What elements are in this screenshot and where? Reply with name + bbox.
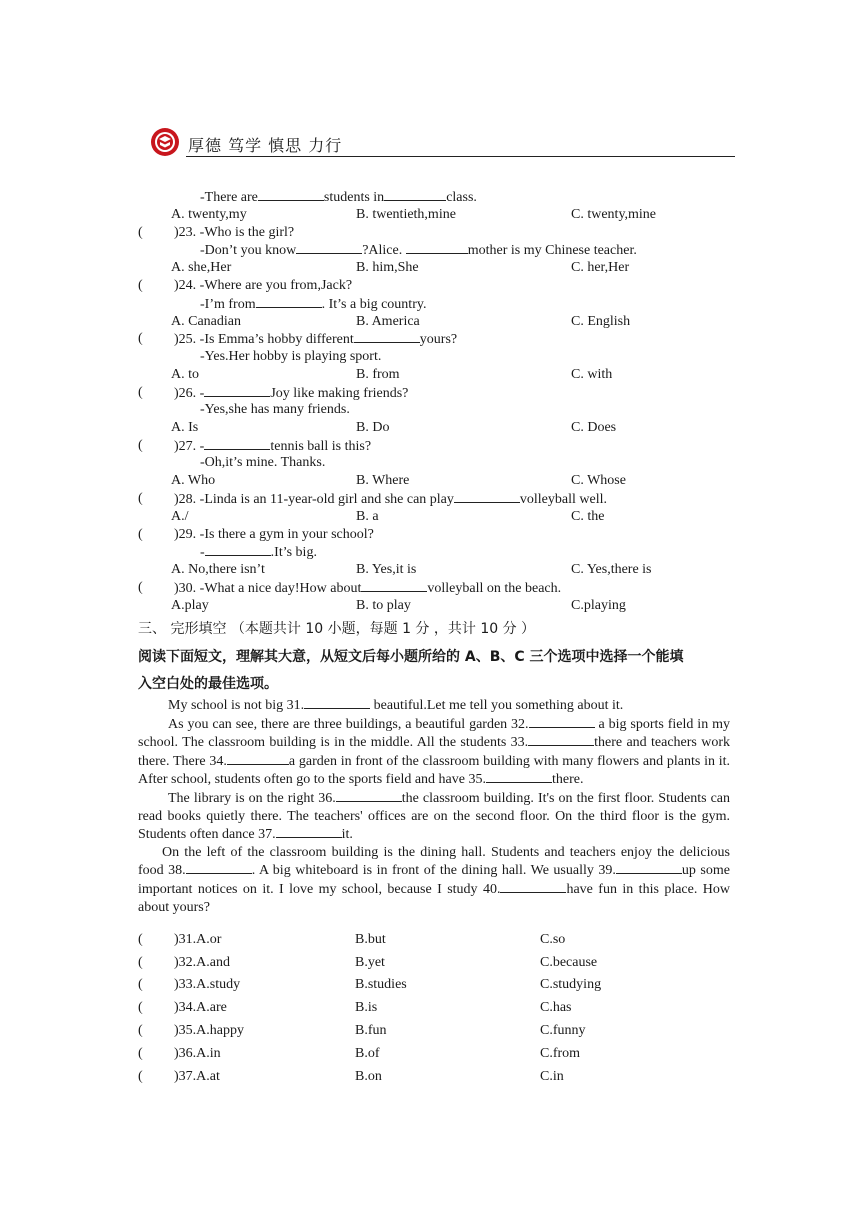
q27-question: )27. - tennis ball is this? — [174, 439, 372, 454]
q27-option-c: C. Whose — [571, 473, 626, 488]
section-instruction: 阅读下面短文，理解其大意，从短文后每小题所给的 A、B、C 三个选项中选择一个能填 — [138, 649, 684, 665]
answer-blank — [529, 715, 595, 728]
q29-question: )29. -Is there a gym in your school? — [174, 527, 374, 542]
q24-option-b: B. America — [356, 314, 420, 329]
header-rule — [186, 156, 735, 157]
q30-option-a: A.play — [171, 598, 209, 613]
passage-paragraph: The library is on the right 36. the classroom building. It's on the first floor. Students can read books quietly there. The teachers' offices are on the second floor. On the third floor is the gym. Students often dance 37. it. — [138, 790, 731, 843]
cloze-option-c: C.has — [540, 1000, 572, 1015]
answer-blank — [205, 543, 271, 556]
answer-paren: ( — [138, 932, 143, 947]
q25-option-a: A. to — [171, 367, 199, 382]
answer-blank — [336, 789, 402, 802]
q25-option-c: C. with — [571, 367, 613, 382]
answer-paren: ( — [138, 1000, 143, 1015]
q27-option-b: B. Where — [356, 473, 410, 488]
cloze-option-c: C.funny — [540, 1023, 586, 1038]
answer-blank — [227, 752, 289, 765]
q27-dialog: -Oh,it’s mine. Thanks. — [200, 455, 326, 470]
q30-option-b: B. to play — [356, 598, 411, 613]
answer-blank — [296, 241, 362, 254]
q24-dialog: -I’m from . It’s a big country. — [200, 297, 427, 312]
cloze-option-c: C.because — [540, 955, 598, 970]
q25-option-b: B. from — [356, 367, 400, 382]
q29-option-a: A. No,there isn’t — [171, 562, 265, 577]
answer-paren: ( — [138, 580, 143, 595]
q23-option-a: A. she,Her — [171, 260, 232, 275]
answer-paren: ( — [138, 491, 143, 506]
cloze-option-b: B.of — [355, 1046, 380, 1061]
page-header — [150, 127, 735, 161]
cloze-option-b: B.fun — [355, 1023, 387, 1038]
cloze-option-a: )34.A.are — [174, 1000, 227, 1015]
answer-blank — [258, 188, 324, 201]
section-title: 三、 完形填空 （本题共计 10 小题，每题 1 分 ，共计 10 分 ） — [138, 621, 536, 637]
q25-question: )25. -Is Emma’s hobby different yours? — [174, 332, 458, 347]
answer-blank — [256, 295, 322, 308]
answer-blank — [406, 241, 468, 254]
q22-option-c: C. twenty,mine — [571, 207, 657, 222]
answer-blank — [354, 330, 420, 343]
q26-option-b: B. Do — [356, 420, 390, 435]
cloze-option-c: C.so — [540, 932, 566, 947]
q22-dialog: -There are students in class. — [200, 190, 477, 205]
answer-blank — [528, 733, 594, 746]
answer-blank — [486, 770, 552, 783]
answer-blank — [304, 696, 370, 709]
answer-paren: ( — [138, 1069, 143, 1084]
cloze-option-a: )36.A.in — [174, 1046, 221, 1061]
cloze-option-c: C.in — [540, 1069, 564, 1084]
passage-paragraph: As you can see, there are three buildings, a beautiful garden 32. a big sports field in my school. The classroom building is in the middle. All the students 33. there and teachers work there. There 34. a garden in front of the classroom building with many flowers and plants in it. After school, students often go to the sports field and have 35. there. — [138, 716, 730, 788]
answer-blank — [204, 384, 270, 397]
q22-option-b: B. twentieth,mine — [356, 207, 456, 222]
q30-question: )30. -What a nice day!How about volleyball on the beach. — [174, 581, 562, 596]
cloze-passage — [138, 696, 730, 916]
answer-blank — [361, 579, 427, 592]
answer-blank — [616, 861, 682, 874]
answer-paren: ( — [138, 1046, 143, 1061]
q23-dialog: -Don’t you know ?Alice. mother is my Chinese teacher. — [200, 243, 637, 258]
cloze-option-c: C.from — [540, 1046, 581, 1061]
answer-paren: ( — [138, 1023, 143, 1038]
q24-question: )24. -Where are you from,Jack? — [174, 278, 353, 293]
cloze-option-b: B.but — [355, 932, 386, 947]
answer-blank — [500, 880, 566, 893]
answer-paren: ( — [138, 527, 143, 542]
cloze-option-b: B.on — [355, 1069, 382, 1084]
cloze-option-a: )35.A.happy — [174, 1023, 244, 1038]
answer-paren: ( — [138, 225, 143, 240]
q24-option-c: C. English — [571, 314, 631, 329]
answer-blank — [204, 437, 270, 450]
q28-option-b: B. a — [356, 509, 379, 524]
q27-option-a: A. Who — [171, 473, 216, 488]
q29-option-c: C. Yes,there is — [571, 562, 652, 577]
q28-option-a: A./ — [171, 509, 189, 524]
q23-option-b: B. him,She — [356, 260, 419, 275]
q26-option-c: C. Does — [571, 420, 617, 435]
answer-blank — [186, 861, 252, 874]
cloze-option-a: )32.A.and — [174, 955, 230, 970]
q28-option-c: C. the — [571, 509, 605, 524]
cloze-option-a: )33.A.study — [174, 977, 241, 992]
q26-question: )26. - Joy like making friends? — [174, 386, 409, 401]
q23-option-c: C. her,Her — [571, 260, 630, 275]
q26-option-a: A. Is — [171, 420, 199, 435]
q29-dialog: - .It’s big. — [200, 545, 317, 560]
q26-dialog: -Yes,she has many friends. — [200, 402, 350, 417]
passage-paragraph: My school is not big 31. beautiful.Let me tell you something about it. — [168, 698, 624, 713]
q29-option-b: B. Yes,it is — [356, 562, 417, 577]
answer-paren: ( — [138, 278, 143, 293]
answer-paren: ( — [138, 385, 143, 400]
q30-option-c: C.playing — [571, 598, 626, 613]
cloze-option-c: C.studying — [540, 977, 602, 992]
q23-question: )23. -Who is the girl? — [174, 225, 295, 240]
cloze-option-a: )37.A.at — [174, 1069, 220, 1084]
answer-blank — [384, 188, 446, 201]
q24-option-a: A. Canadian — [171, 314, 241, 329]
passage-paragraph: On the left of the classroom building is the dining hall. Students and teachers enjoy the delicious food 38. . A big whiteboard is in front of the dining hall. We usually 39. up some important notices on it. I love my school, because I study 40. have fun in this place. How about yours? — [138, 844, 730, 915]
cloze-option-b: B.yet — [355, 955, 385, 970]
cloze-option-b: B.studies — [355, 977, 407, 992]
cloze-option-b: B.is — [355, 1000, 378, 1015]
answer-blank — [276, 825, 342, 838]
q28-question: )28. -Linda is an 11-year-old girl and she can play volleyball well. — [174, 492, 607, 507]
school-motto: 厚德 笃学 慎思 力行 — [188, 136, 343, 155]
q25-dialog: -Yes.Her hobby is playing sport. — [200, 349, 382, 364]
answer-paren: ( — [138, 331, 143, 346]
answer-blank — [454, 490, 520, 503]
answer-paren: ( — [138, 977, 143, 992]
cloze-option-a: )31.A.or — [174, 932, 222, 947]
school-logo-icon — [150, 127, 180, 157]
q22-option-a: A. twenty,my — [171, 207, 247, 222]
answer-paren: ( — [138, 438, 143, 453]
section-instruction: 入空白处的最佳选项。 — [138, 676, 278, 692]
answer-paren: ( — [138, 955, 143, 970]
